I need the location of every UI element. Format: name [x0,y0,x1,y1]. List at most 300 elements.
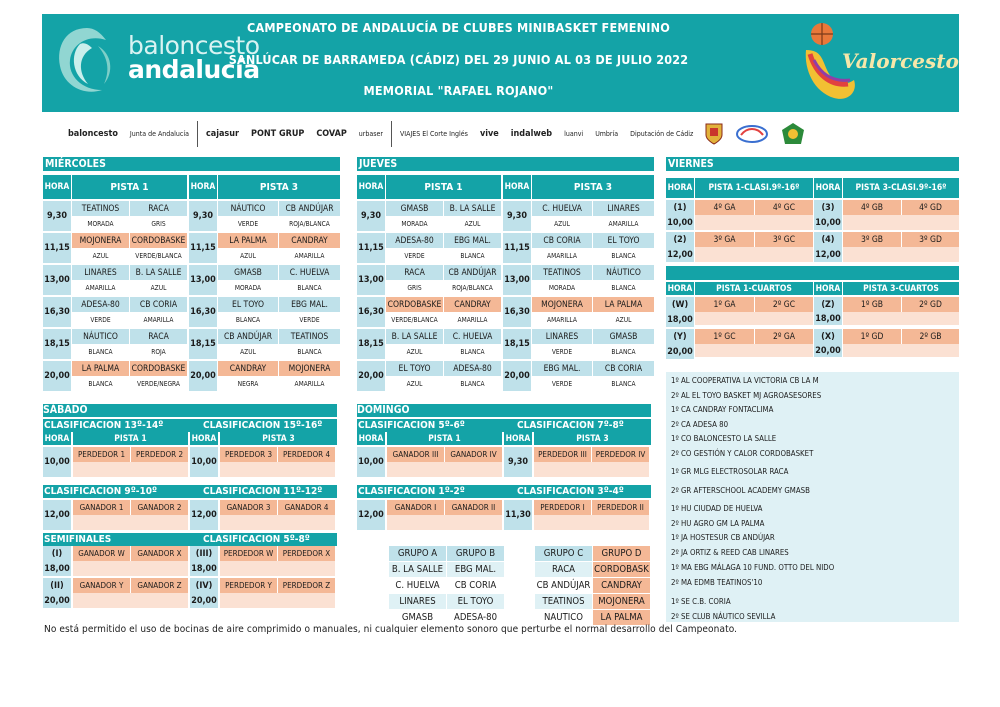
placeholder-team: 4º GD [902,200,959,215]
placeholder-team: PERDEDOR X [278,546,335,561]
placeholder-team: GANADOR W [73,546,130,561]
legend-entry: 2º AL EL TOYO BASKET MJ AGROASESORES [671,391,822,400]
hora-header: HORA [191,433,217,444]
jersey-color: MORADA [532,280,592,295]
sponsor-5: urbaser [358,130,383,138]
viernes-separator [666,266,959,280]
team-cell: TEATINOS [279,329,340,344]
blank-cell [220,515,335,530]
placeholder-team: 2º GC [755,297,813,312]
jersey-color: GRIS [386,280,443,295]
jersey-color: ROJA [130,344,187,359]
blank-cell [843,344,959,357]
jueves-row-hora3: 18,15 [503,329,531,359]
classification-label: CLASIFICACION 5º-6º [358,420,465,431]
team-cell: ADESA-80 [444,361,501,376]
blank-cell [843,312,959,325]
legend-entry: 1º HU CIUDAD DE HUELVA [671,504,763,513]
legend-entry: 1º AL COOPERATIVA LA VICTORIA CB LA M [671,376,819,385]
team-cell: LINARES [72,265,129,280]
title-line3: MEMORIAL "RAFAEL ROJANO" [363,83,554,98]
jersey-color: AMARILLA [72,280,129,295]
jersey-color: AZUL [218,248,278,263]
placeholder-team: PERDEDOR 1 [73,447,130,462]
classification-label: CLASIFICACION 5º-8º [203,534,310,545]
placeholder-team: 1º GB [843,297,901,312]
placeholder-team: GANADOR 1 [73,500,130,515]
team-cell: LA PALMA [72,361,129,376]
match-code: (IV) [190,578,218,593]
group-header: GRUPO D [593,546,650,561]
group-header: GRUPO B [447,546,504,561]
viernes-hora-header: HORA [666,178,694,198]
placeholder-team: GANADOR IV [445,447,502,462]
jueves-row-hora3: 9,30 [503,201,531,231]
jersey-color: BLANCA [72,344,129,359]
classification-label: CLASIFICACION 3º-4º [517,486,624,497]
legend-entry: 1º MA EBG MÁLAGA 10 FUND. OTTO DEL NIDO [671,563,835,572]
group-header: GRUPO C [535,546,592,561]
group-team: GMASB [389,610,446,625]
jersey-color: BLANCA [593,376,654,391]
team-cell: CB ANDÚJAR [444,265,501,280]
viernes-hora3-header: HORA [814,178,842,198]
placeholder-team: PERDEDOR II [592,500,649,515]
jueves-row-hora3: 16,30 [503,297,531,327]
blank-cell [387,515,502,530]
placeholder-team: 4º GA [695,200,754,215]
jersey-color: VERDE [279,312,340,327]
placeholder-team: 4º GB [843,200,901,215]
team-cell: NÁUTICO [593,265,654,280]
group-team: EBG MAL. [447,562,504,577]
placeholder-team: GANADOR 4 [278,500,335,515]
jersey-color: BLANCA [444,344,501,359]
jersey-color: VERDE [532,344,592,359]
group-team: B. LA SALLE [389,562,446,577]
team-cell: CORDOBASKE [386,297,443,312]
row-hora3: 10,00 [190,447,218,477]
placeholder-team: PERDEDOR 3 [220,447,277,462]
group-team: CORDOBASK [594,564,649,575]
jersey-color: AMARILLA [279,248,340,263]
jersey-color: AMARILLA [532,248,592,263]
viernes-hora: 12,00 [666,247,694,262]
cuartos-p1-header: PISTA 1-CUARTOS [695,282,813,295]
jersey-color: NEGRA [218,376,278,391]
jueves-row-hora: 20,00 [357,361,385,391]
miercoles-row-hora: 20,00 [43,361,71,391]
team-cell: CANDRAY [279,233,340,248]
valorcesto-logo-icon [800,20,959,106]
placeholder-team: 2º GA [755,329,813,344]
classification-label: CLASIFICACION 9º-10º [44,486,158,497]
match-code: (Y) [666,329,694,344]
team-cell: GMASB [218,265,278,280]
sponsors-bar [62,118,942,150]
legend-entry: 2º JA ORTIZ & REED CAB LINARES [671,548,789,557]
jersey-color: BLANCA [593,248,654,263]
jersey-color: BLANCA [444,248,501,263]
match-code: (Z) [814,297,842,312]
legend-entry: 1º SE C.B. CORIA [671,597,731,606]
team-cell: ADESA-80 [72,297,129,312]
domingo-title: DOMINGO [357,404,651,417]
team-cell: RACA [386,265,443,280]
group-team: CB ANDÚJAR [536,580,591,591]
miercoles-row-hora: 16,30 [43,297,71,327]
jersey-color: GRIS [130,216,187,231]
legend-entry: 1º CA CANDRAY FONTACLIMA [671,405,774,414]
team-cell: EBG MAL. [532,361,592,376]
blank-cell [843,215,959,230]
group-team: EL TOYO [447,594,504,609]
jueves-hora3-header: HORA [503,175,531,199]
team-cell: ADESA-80 [386,233,443,248]
classification-label: CLASIFICACION 11º-12º [203,486,323,497]
placeholder-team: 2º GD [902,297,959,312]
placeholder-team: PERDEDOR I [534,500,591,515]
jersey-color: ROJA/BLANCA [444,280,501,295]
sponsor-1: Junta de Andalucía [129,130,189,138]
classification-label: CLASIFICACION 15º-16º [203,420,323,431]
team-cell: CB CORIA [130,297,187,312]
team-cell: MOJONERA [72,233,129,248]
viernes-hora3-header: HORA [815,283,841,294]
viernes-hora3: 20,00 [815,345,841,356]
viernes-title: VIERNES [666,157,959,171]
miercoles-pista1-header: PISTA 1 [72,175,187,199]
brand-line1: baloncesto [128,31,260,60]
jueves-row-hora3: 20,00 [503,361,531,391]
jersey-color: VERDE/BLANCA [386,312,443,327]
club-logo-icon [775,122,811,146]
placeholder-team: PERDEDOR 2 [131,447,188,462]
placeholder-team: 1º GD [843,329,901,344]
match-code: (II) [43,578,71,593]
placeholder-team: GANADOR Y [73,578,130,593]
group-team: CB CORIA [447,578,504,593]
placeholder-team: GANADOR 3 [220,500,277,515]
jersey-color: MORADA [386,216,443,231]
jueves-title: JUEVES [357,157,654,171]
team-cell: EL TOYO [386,361,443,376]
row-hora: 12,00 [357,500,385,530]
row-hora3: 20,00 [190,593,218,608]
viernes-hora: 10,00 [666,215,694,230]
placeholder-team: PERDEDOR Z [278,578,335,593]
group-team: CANDRAY [593,578,650,593]
hora-header: HORA [44,433,70,444]
placeholder-team: GANADOR 2 [131,500,188,515]
jersey-color: BLANCA [218,312,278,327]
title-line2: SANLÚCAR DE BARRAMEDA (CÁDIZ) DEL 29 JUNIO AL 03 DE JULIO 2022 [228,52,689,67]
placeholder-team: PERDEDOR 4 [278,447,335,462]
placeholder-team: GANADOR II [445,500,502,515]
legend-entry: 1º GR MLG ELECTROSOLAR RACA [671,467,789,476]
header-banner [42,14,959,112]
team-cell: TEATINOS [72,201,129,216]
row-hora: 12,00 [43,500,71,530]
match-code: (III) [190,546,218,561]
pista3-header: PISTA 3 [220,432,337,445]
viernes-hora3: 10,00 [814,215,842,230]
match-code: (4) [814,232,842,247]
jersey-color: MORADA [218,280,278,295]
jersey-color: BLANCA [444,376,501,391]
miercoles-title: MIÉRCOLES [43,157,340,171]
team-cell: LA PALMA [218,233,278,248]
team-cell: B. LA SALLE [386,329,443,344]
jersey-color: VERDE [386,248,443,263]
team-cell: MOJONERA [532,297,592,312]
legend-entry: 2º CO GESTIÓN Y CALOR CORDOBASKET [671,449,814,458]
blank-cell [73,515,188,530]
pista3-header: PISTA 3 [534,432,651,445]
group-team: C. HUELVA [389,578,446,593]
team-cell: B. LA SALLE [130,265,187,280]
team-cell: CB ANDÚJAR [279,201,340,216]
sabado-title: SÁBADO [43,404,337,417]
group-team: RACA [535,562,592,577]
jersey-color: AZUL [72,248,129,263]
miercoles-row-hora3: 11,15 [189,233,217,263]
miercoles-row-hora3: 20,00 [189,361,217,391]
classification-label: CLASIFICACION 1º-2º [358,486,465,497]
hora-header: HORA [358,433,384,444]
legend-entry: 2º HU AGRO GM LA PALMA [671,519,765,528]
sponsor-4: COVAP [316,129,347,139]
jueves-row-hora3: 13,00 [503,265,531,295]
placeholder-team: 3º GD [902,232,959,247]
placeholder-team: GANADOR III [387,447,444,462]
sponsor-9: luanvi [564,130,584,138]
pista1-header: PISTA 1 [73,432,188,445]
jersey-color: BLANCA [593,344,654,359]
placeholder-team: PERDEDOR IV [592,447,649,462]
team-legend [666,372,959,622]
jersey-color: VERDE [72,312,129,327]
jersey-color: AZUL [130,280,187,295]
match-code: (W) [666,297,694,312]
jersey-color: VERDE/BLANCA [130,248,187,263]
team-cell: CORDOBASKE [130,361,187,376]
jersey-color: AMARILLA [593,216,654,231]
jersey-color: BLANCA [72,376,129,391]
placeholder-team: GANADOR I [387,500,444,515]
classification-label: CLASIFICACION 7º-8º [517,420,624,431]
row-hora3: 9,30 [504,447,532,477]
match-code: (I) [43,546,71,561]
jersey-color: AZUL [593,312,654,327]
team-cell: NÁUTICO [72,329,129,344]
classification-label: SEMIFINALES [44,534,112,545]
jersey-color: AMARILLA [130,312,187,327]
team-cell: C. HUELVA [444,329,501,344]
viernes-hora3: 18,00 [815,313,841,324]
placeholder-team: 1º GA [695,297,754,312]
sponsor-0: baloncesto [68,129,118,139]
pista1-header: PISTA 1 [387,432,502,445]
miercoles-row-hora: 18,15 [43,329,71,359]
team-cell: C. HUELVA [532,201,592,216]
group-team: MOJONERA [593,594,650,609]
team-cell: MOJONERA [279,361,340,376]
viernes-hora3: 12,00 [814,247,842,262]
sponsor-divider [197,121,198,147]
sponsor-3: PONT GRUP [251,129,305,139]
row-hora: 18,00 [43,561,71,576]
miercoles-row-hora3: 9,30 [189,201,217,231]
miercoles-row-hora3: 16,30 [189,297,217,327]
legend-entry: 2º CA ADESA 80 [671,420,729,429]
team-cell: LA PALMA [593,297,654,312]
team-cell: EL TOYO [218,297,278,312]
team-cell: NÁUTICO [218,201,278,216]
jersey-color: MORADA [72,216,129,231]
blank-cell [73,593,188,608]
legend-entry: 2º GR AFTERSCHOOL ACADEMY GMASB [671,486,810,495]
blank-cell [695,312,813,325]
footer-note: No está permitido el uso de bocinas de aire comprimido o manuales, ni cualquier elemento sonoro que perturbe el normal desarrollo del Campeonato. [44,624,738,635]
blank-cell [843,247,959,262]
jueves-row-hora3: 11,15 [503,233,531,263]
miercoles-row-hora3: 18,15 [189,329,217,359]
placeholder-team: PERDEDOR III [534,447,591,462]
miercoles-hora-header: HORA [43,175,71,199]
team-cell: CB ANDÚJAR [218,329,278,344]
viernes-hora: 20,00 [666,344,694,359]
placeholder-team: 2º GB [902,329,959,344]
blank-cell [220,593,335,608]
team-cell: CORDOBASKE [130,233,187,248]
jersey-color: AMARILLA [532,312,592,327]
team-cell: EL TOYO [593,233,654,248]
blank-cell [220,462,335,477]
jueves-row-hora: 11,15 [357,233,385,263]
match-code: (1) [666,200,694,215]
miercoles-hora3-header: HORA [189,175,217,199]
team-cell: CB CORIA [593,361,654,376]
placeholder-team: 3º GB [843,232,901,247]
group-team: LINARES [389,594,446,609]
placeholder-team: 3º GA [695,232,754,247]
miercoles-row-hora: 9,30 [43,201,71,231]
hora-header: HORA [505,433,531,444]
blank-cell [695,247,813,262]
cuartos-p3-header: PISTA 3-CUARTOS [843,282,959,295]
jersey-color: AZUL [386,344,443,359]
blank-cell [534,515,649,530]
team-cell: EBG MAL. [444,233,501,248]
logo-text: Valorcesto [842,49,959,73]
sanlucar-logo-icon [729,123,775,145]
group-team: LA PALMA [593,610,650,625]
jersey-color: AZUL [386,376,443,391]
legend-entry: 1º CO BALONCESTO LA SALLE [671,434,777,443]
team-cell: RACA [130,201,187,216]
team-cell: CANDRAY [444,297,501,312]
jersey-color: VERDE/NEGRA [130,376,187,391]
viernes-hora-header: HORA [667,283,693,294]
miercoles-row-hora3: 13,00 [189,265,217,295]
sponsor-7: vive [479,129,499,139]
jueves-row-hora: 13,00 [357,265,385,295]
team-cell: CB CORIA [532,233,592,248]
team-cell: CANDRAY [218,361,278,376]
team-cell: TEATINOS [532,265,592,280]
blank-cell [695,344,813,357]
blank-cell [387,462,502,477]
placeholder-team: PERDEDOR W [220,546,277,561]
sponsor-6: VIAJES El Corte Inglés [399,130,468,138]
jueves-pista1-header: PISTA 1 [386,175,501,199]
placeholder-team: PERDEDOR Y [220,578,277,593]
jueves-row-hora: 9,30 [357,201,385,231]
sponsor-10: Umbría [595,130,619,138]
jersey-color: BLANCA [593,280,654,295]
brand-line2: andalucía [128,55,260,84]
classification-label: CLASIFICACION 13º-14º [44,420,164,431]
viernes-p1-header: PISTA 1-CLASI.9º-16º [695,178,813,198]
jersey-color: VERDE [532,376,592,391]
blank-cell [220,561,335,576]
team-cell: EBG MAL. [279,297,340,312]
placeholder-team: GANADOR X [131,546,188,561]
sponsor-divider [391,121,392,147]
blank-cell [695,215,813,230]
jersey-color: ROJA/BLANCA [279,216,340,231]
viernes-hora: 18,00 [666,312,694,327]
legend-entry: 1º JA HOSTESUR CB ANDÚJAR [671,533,775,542]
title-line1: CAMPEONATO DE ANDALUCÍA DE CLUBES MINIBASKET FEMENINO [247,20,670,35]
sponsor-8: indalweb [510,129,553,139]
group-header: GRUPO A [389,546,446,561]
team-cell: B. LA SALLE [444,201,501,216]
viernes-p3-header: PISTA 3-CLASI.9º-16º [843,178,959,198]
shield-icon [699,123,729,145]
team-cell: GMASB [593,329,654,344]
row-hora: 10,00 [357,447,385,477]
match-code: (3) [814,200,842,215]
match-code: (2) [666,232,694,247]
placeholder-team: 3º GC [755,232,813,247]
row-hora3: 11,30 [504,500,532,530]
jersey-color: AMARILLA [444,312,501,327]
miercoles-pista3-header: PISTA 3 [218,175,340,199]
valorcesto-logo [800,20,959,106]
blank-cell [73,462,188,477]
jersey-color: BLANCA [279,280,340,295]
team-cell: RACA [130,329,187,344]
row-hora3: 18,00 [190,561,218,576]
placeholder-team: 1º GC [695,329,754,344]
legend-entry: 2º SE CLUB NÁUTICO SEVILLA [671,612,776,621]
jueves-hora-header: HORA [357,175,385,199]
row-hora: 20,00 [43,593,71,608]
row-hora: 10,00 [43,447,71,477]
jersey-color: BLANCA [279,344,340,359]
jersey-color: AZUL [444,216,501,231]
miercoles-row-hora: 13,00 [43,265,71,295]
placeholder-team: GANADOR Z [131,578,188,593]
placeholder-team: 4º GC [755,200,813,215]
row-hora3: 12,00 [190,500,218,530]
blank-cell [73,561,188,576]
sponsor-2: cajasur [205,129,240,139]
team-cell: C. HUELVA [279,265,340,280]
miercoles-row-hora: 11,15 [43,233,71,263]
